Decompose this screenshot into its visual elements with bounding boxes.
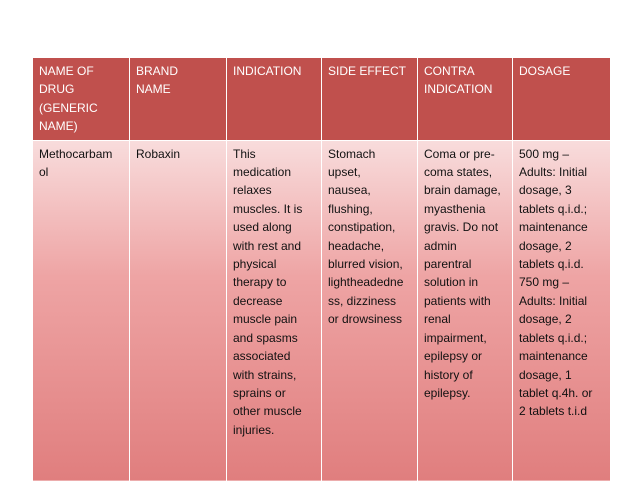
header-side-effect-text: SIDE EFFECT bbox=[328, 64, 407, 78]
header-generic-name-text: NAME OF DRUG (GENERIC NAME) bbox=[39, 64, 98, 134]
header-generic-name bbox=[33, 58, 130, 141]
cell-indication bbox=[227, 140, 322, 481]
header-indication-text: INDICATION bbox=[233, 64, 302, 78]
cell-contra-indication bbox=[418, 140, 513, 481]
drug-info-table bbox=[32, 57, 611, 482]
header-dosage bbox=[513, 58, 611, 141]
cell-side-effect bbox=[322, 140, 418, 481]
header-side-effect bbox=[322, 58, 418, 141]
brand-name-text: Robaxin bbox=[136, 146, 181, 161]
contra-indication-text: Coma or pre- coma states, brain damage, myasthenia gravis. Do not admin parentral solution in patients with renal impairment, epilepsy or history of epilepsy. bbox=[424, 146, 501, 400]
cell-brand-name bbox=[130, 140, 227, 481]
dosage-text: 500 mg – Adults: Initial dosage, 3 tablets q.i.d.; maintenance dosage, 2 tablets q.i.d. 750 mg – Adults: Initial dosage, 2 tablets q.i.d.; maintenance dosage, 1 tablet q.4h. or 2 tablets t.i.d bbox=[519, 146, 593, 419]
header-brand-name-text: BRAND NAME bbox=[136, 64, 179, 97]
indication-text: This medication relaxes muscles. It is used along with rest and physical therapy to decrease muscle pain and spasms associated with strains, sprains or other muscle injuries. bbox=[233, 146, 303, 437]
header-indication bbox=[227, 58, 322, 141]
header-contra-indication bbox=[418, 58, 513, 141]
cell-dosage bbox=[513, 140, 611, 481]
header-dosage-text: DOSAGE bbox=[519, 64, 571, 78]
header-row bbox=[33, 58, 611, 141]
cell-generic-name bbox=[33, 140, 130, 481]
table-row bbox=[33, 140, 611, 481]
side-effect-text: Stomach upset, nausea, flushing, constipation, headache, blurred vision, lightheadedne ss, dizziness or drowsiness bbox=[328, 146, 404, 327]
generic-name-text: Methocarbam ol bbox=[39, 146, 113, 180]
header-brand-name bbox=[130, 58, 227, 141]
header-contra-indication-text: CONTRA INDICATION bbox=[424, 64, 493, 97]
